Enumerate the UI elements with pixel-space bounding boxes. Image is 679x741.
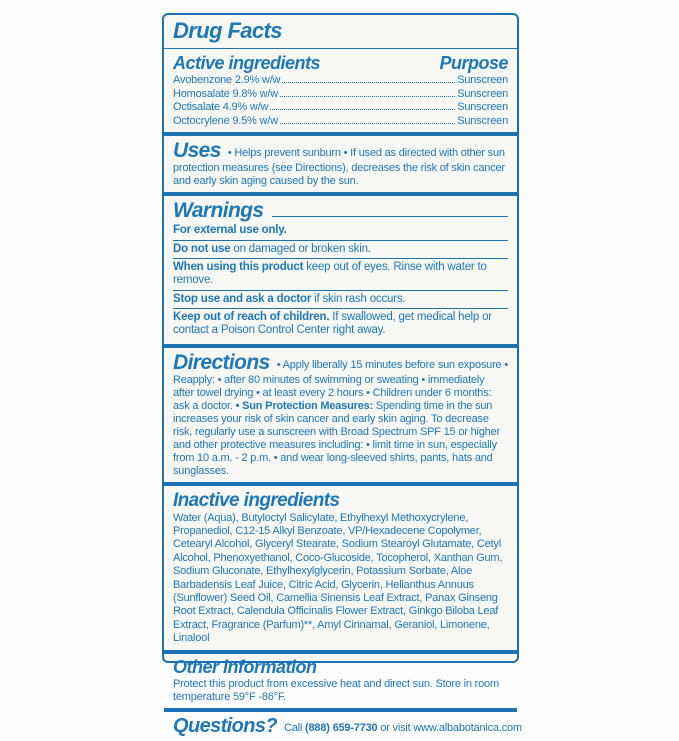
warning-item: When using this product keep out of eyes. Rinse with water to remove. [173, 259, 508, 291]
inactive-ingredients-text: Water (Aqua), Butyloctyl Salicylate, Ethylhexyl Methoxycrylene, Propanediol, C12-15 Alkyl Benzoate, VP/Hexadecene Copolymer, Cetearyl Alcohol, Glyceryl Stearate, Sodium Stearoyl Glutamate, Cetyl Alcohol, Phenoxyethanol, Coco-Glucoside, Tocopherol, Xanthan Gum, Sodium Gluconate, Ethylhexylglycerin, Potassium Sorbate, Aloe Barbadensis Leaf Juice, Citric Acid, Glycerin, Helianthus Annuus (Sunflower) Seed Oil, Camellia Sinensis Leaf Extract, Panax Ginseng Root Extract, Calendula Officinalis Flower Extract, Ginkgo Biloba Leaf Extract, Fragrance (Parfum)**, Amyl Cinnamal, Geraniol, Limonene, Linalool [173, 511, 503, 645]
dot-leader [280, 96, 455, 97]
ingredient-name: Octisalate 4.9% w/w [173, 101, 269, 113]
warnings-heading-rule [272, 216, 509, 217]
questions-section [164, 712, 522, 741]
ingredient-name: Avobenzone 2.9% w/w [173, 74, 281, 86]
directions-section [164, 348, 517, 482]
inactive-ingredients-section [164, 486, 517, 650]
other-information-text: Protect this product from excessive heat and direct sun. Store in room temperature 59°F -86°F. [173, 677, 499, 703]
uses-heading: Uses [173, 139, 221, 162]
ingredient-purpose: Sunscreen [457, 74, 508, 86]
dot-leader [270, 109, 455, 110]
warning-item: Stop use and ask a doctor if skin rash occurs. [173, 291, 508, 310]
directions-heading: Directions [173, 350, 270, 374]
other-information-section [164, 654, 517, 708]
ingredient-purpose: Sunscreen [457, 87, 508, 100]
website-url: www.albabotanica.com [413, 721, 522, 734]
ingredient-row [173, 115, 508, 129]
ingredient-name: Octocrylene 9.5% w/w [173, 114, 278, 127]
active-ingredients-heading: Active ingredients [173, 53, 321, 73]
warning-item: Do not use on damaged or broken skin. [173, 241, 508, 260]
header-section [164, 15, 517, 48]
inactive-ingredients-heading: Inactive ingredients [173, 489, 340, 511]
dot-leader [280, 123, 455, 124]
sun-protection-measures-label: • Sun Protection Measures: [235, 399, 374, 412]
uses-section [164, 136, 517, 192]
warning-item: For external use only. [173, 222, 508, 241]
ingredient-row [173, 74, 508, 88]
ingredient-row [173, 101, 508, 115]
purpose-heading: Purpose [439, 53, 508, 73]
ingredient-purpose: Sunscreen [457, 101, 508, 113]
warning-item: Keep out of reach of children. If swallowed, get medical help or contact a Poison Control Center right away. [173, 311, 492, 336]
dot-leader [282, 82, 455, 83]
warnings-heading: Warnings [173, 199, 264, 222]
uses-text: • Helps prevent sunburn • If used as directed with other sun protection measures (see Directions), decreases the risk of skin cancer and early skin aging caused by the sun. [173, 147, 505, 187]
questions-heading: Questions? [173, 714, 278, 737]
warnings-section [164, 196, 517, 344]
questions-visit-label: or visit [377, 721, 414, 734]
other-information-heading: Other information [173, 656, 317, 677]
ingredient-purpose: Sunscreen [457, 114, 508, 127]
drug-facts-panel [162, 13, 522, 737]
ingredient-row [173, 88, 508, 102]
phone-number: (888) 659-7730 [305, 721, 378, 734]
active-ingredients-section [164, 49, 517, 132]
drug-facts-title: Drug Facts [173, 18, 282, 43]
questions-call-label: Call [284, 721, 303, 734]
directions-text-continued: Spending time in the sun increases your risk of skin cancer and early skin aging. To decrease risk, regularly use a sunscreen with Broad Spectrum SPF 15 or higher and other protective measures including: • limit time in sun, especially from 10 a.m. - 2 p.m. • and wear long-sleeved shirts, pants, hats and sunglasses. [173, 399, 500, 477]
ingredient-name: Homosalate 9.8% w/w [173, 87, 279, 100]
directions-text: • Apply liberally 15 minutes before sun exposure • Reapply: • after 80 minutes of swimming or sweating • immediately after towel drying • at least every 2 hours • Children under 6 months: ask a doctor. [173, 358, 508, 412]
